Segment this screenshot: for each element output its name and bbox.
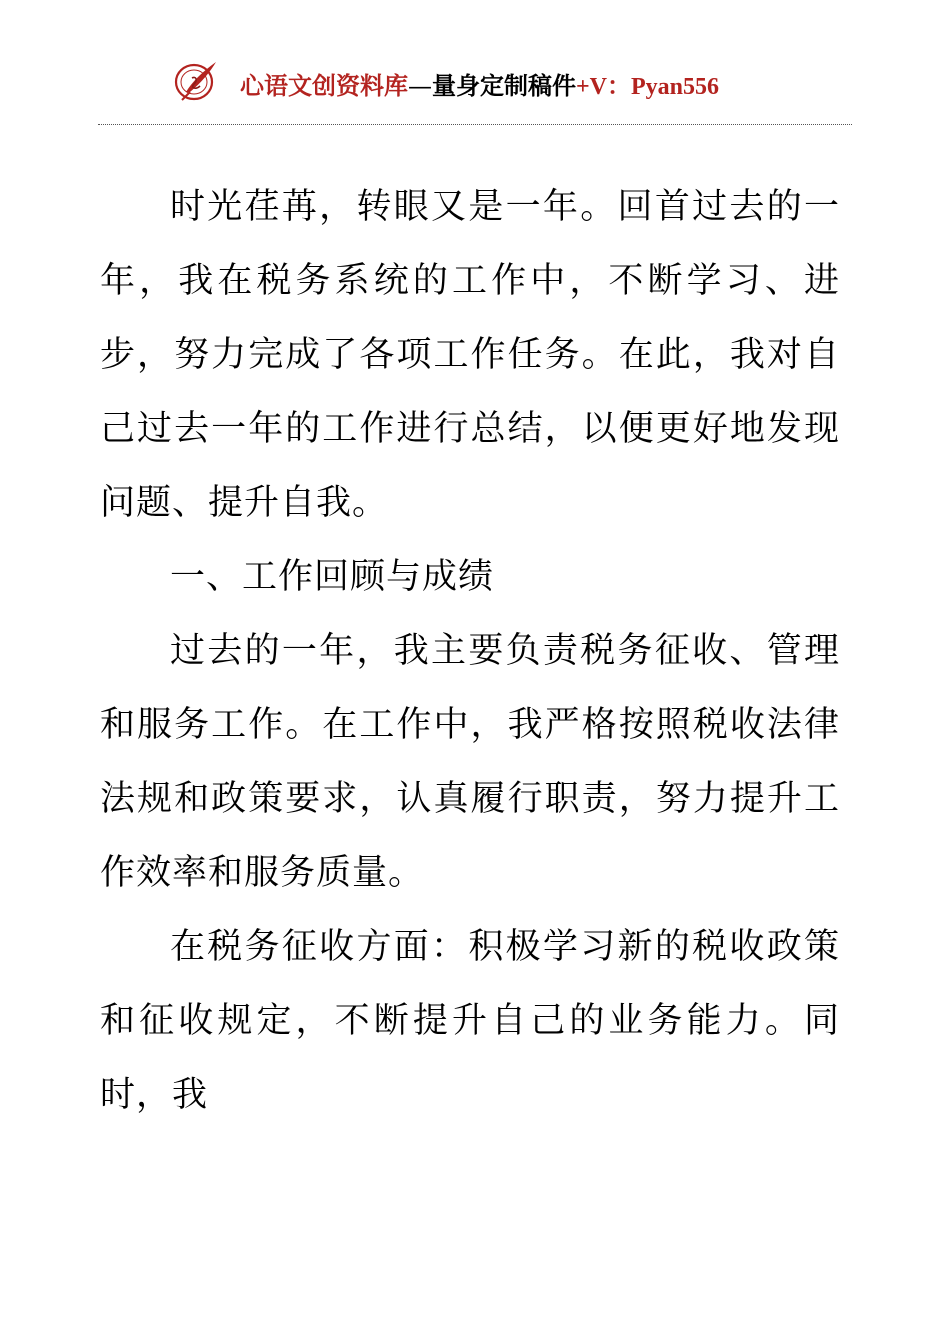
header-separator: —: [408, 72, 432, 100]
pen-feather-logo-icon: [172, 58, 222, 104]
paragraph-intro: 时光荏苒，转眼又是一年。回首过去的一年，我在税务系统的工作中，不断学习、进步，努力完成了各项工作任务。在此，我对自己过去一年的工作进行总结，以便更好地发现问题、提升自我。: [100, 187, 840, 523]
header-divider: [98, 124, 852, 125]
page-header: [0, 54, 950, 110]
header-slogan: 量身定制稿件: [432, 71, 576, 100]
header-title: [240, 66, 719, 101]
section-heading-review: 一、工作回顾与成绩: [170, 557, 495, 597]
paragraph-review: 过去的一年，我主要负责税务征收、管理和服务工作。在工作中，我严格按照税收法律法规和政策要求，认真履行职责，努力提升工作效率和服务质量。: [100, 631, 840, 893]
brand-name: 心语文创资料库: [240, 71, 408, 100]
document-body: [100, 170, 840, 1132]
paragraph-tax-collection: 在税务征收方面：积极学习新的税收政策和征收规定，不断提升自己的业务能力。同时，我: [100, 927, 840, 1115]
header-contact: +V：Pyan556: [576, 74, 720, 100]
